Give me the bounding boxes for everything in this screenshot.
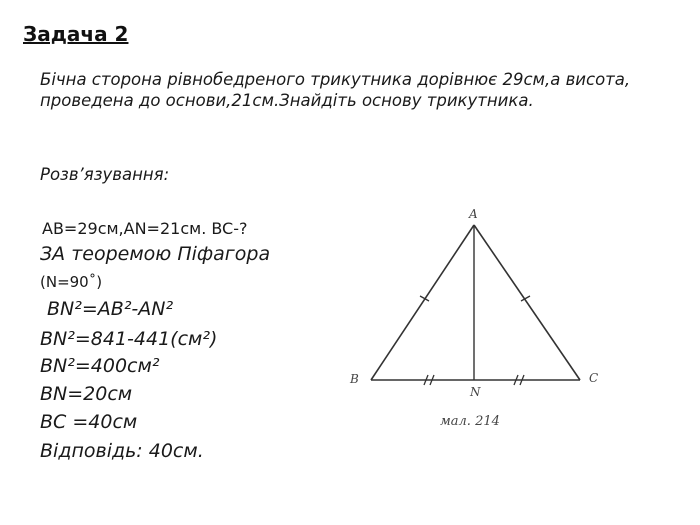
- formula-4: BN=20см: [40, 383, 133, 405]
- label-c: C: [589, 371, 599, 385]
- side-ac: [474, 225, 580, 380]
- given-data: AB=29см,AN=21см. BC-?: [42, 219, 248, 238]
- label-a: A: [469, 207, 478, 221]
- label-n: N: [470, 385, 481, 399]
- angle-note: (N=90˚): [40, 273, 103, 291]
- solution-label: Розв’язування:: [40, 165, 170, 184]
- triangle-figure: [340, 200, 610, 440]
- formula-1: BN²=AB²-AN²: [47, 298, 174, 320]
- formula-3: BN²=400см²: [40, 355, 160, 377]
- side-ab: [371, 225, 474, 380]
- task-title: Задача 2: [23, 22, 129, 46]
- formula-2: BN²=841-441(см²): [40, 328, 218, 350]
- formula-5: BC =40см: [40, 411, 138, 433]
- label-b: B: [350, 372, 359, 386]
- figure-caption: мал. 214: [440, 414, 500, 429]
- theorem-line: ЗА теоремою Піфагора: [40, 243, 271, 265]
- problem-statement: Бічна сторона рівнобедреного трикутника дорівнює 29см,а висота, проведена до основи,21см.Знайдіть основу трикутника.: [40, 70, 631, 110]
- answer-line: Відповідь: 40см.: [40, 440, 204, 462]
